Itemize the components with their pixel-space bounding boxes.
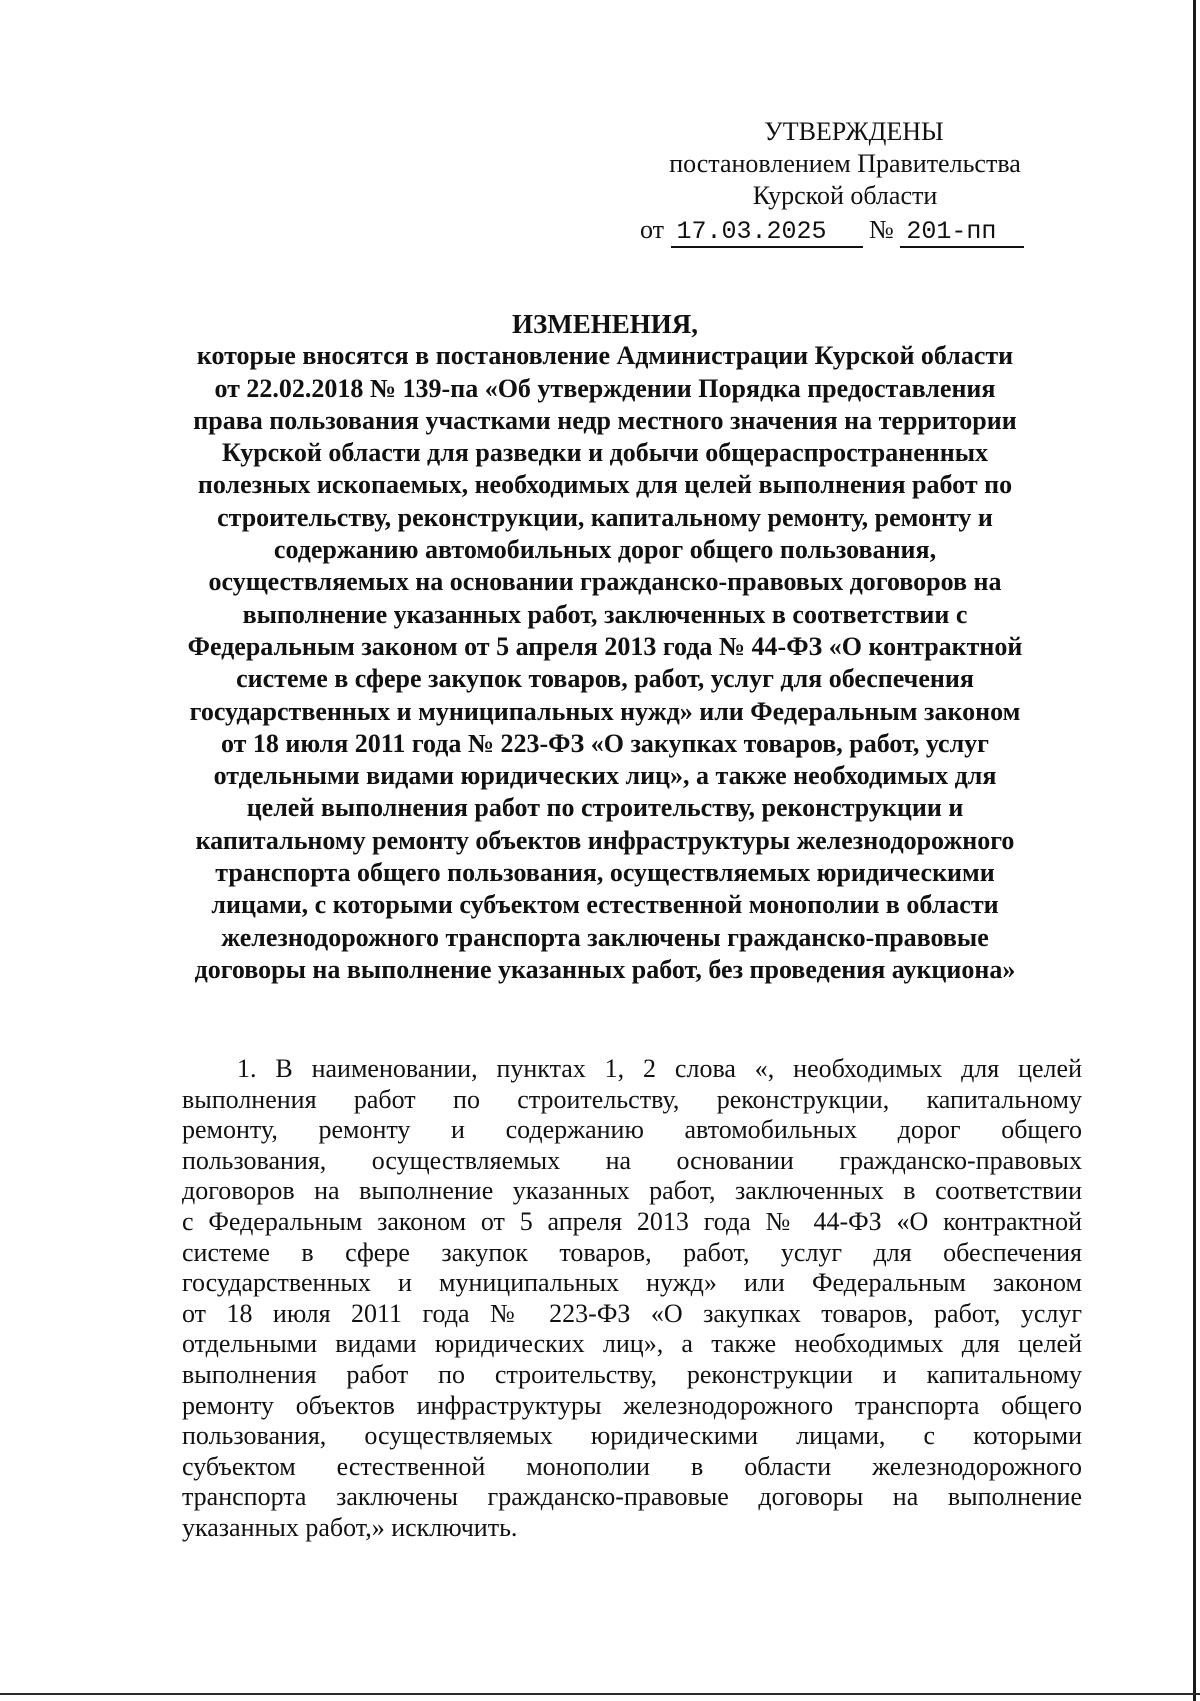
approval-line-1: постановлением Правительства	[669, 149, 1021, 178]
heading-line: государственных и муниципальных нужд» или Федеральным законом	[189, 696, 1021, 726]
body-line: отдельными видами юридических лиц», а также необходимых для целей	[182, 1329, 1082, 1359]
number-sign: №	[869, 215, 894, 244]
heading-line: железнодорожного транспорта заключены гражданско-правовые	[221, 922, 989, 952]
heading-title: ИЗМЕНЕНИЯ,	[511, 309, 698, 339]
body-line: пользования, осуществляемых на основании гражданско-правовых	[182, 1145, 1082, 1175]
body-line: государственных и муниципальных нужд» или Федеральным законом	[182, 1268, 1082, 1298]
heading-line: Курской области для разведки и добычи общераспространенных	[222, 438, 988, 468]
approval-date-value: 17.03.2025	[671, 218, 863, 248]
document-heading	[150, 308, 1060, 986]
page-edge-bottom	[0, 1693, 1200, 1695]
heading-subtitle	[150, 340, 1060, 986]
body-line: системе в сфере закупок товаров, работ, услуг для обеспечения	[182, 1237, 1082, 1267]
heading-line: строительству, реконструкции, капитальному ремонту, ремонту и	[217, 502, 993, 532]
heading-line: от 18 июля 2011 года № 223-ФЗ «О закупках товаров, работ, услуг	[220, 728, 989, 758]
heading-line: от 22.02.2018 № 139-па «Об утверждении Порядка предоставления	[214, 373, 996, 403]
heading-line: транспорта общего пользования, осуществляемых юридическими	[215, 858, 995, 888]
heading-line: системе в сфере закупок товаров, работ, услуг для обеспечения	[236, 664, 974, 694]
body-line: указанных работ,» исключить.	[182, 1512, 518, 1542]
body-line: от 18 июля 2011 года № 223-ФЗ «О закупках товаров, работ, услуг	[182, 1298, 1082, 1328]
body-line: с Федеральным законом от 5 апреля 2013 года № 44-ФЗ «О контрактной	[182, 1206, 1082, 1236]
body-line: ремонту, ремонту и содержанию автомобильных дорог общего	[182, 1115, 1082, 1145]
heading-line: выполнение указанных работ, заключенных в соответствии с	[242, 599, 968, 629]
page-edge-right	[1193, 0, 1196, 1701]
body-line: субъектом естественной монополии в области железнодорожного	[182, 1451, 1082, 1481]
body-line: пользования, осуществляемых юридическими лицами, с которыми	[182, 1421, 1082, 1451]
body-line: договоров на выполнение указанных работ, заключенных в соответствии	[182, 1176, 1082, 1206]
body-line: выполнения работ по строительству, реконструкции и капитальному	[182, 1359, 1082, 1389]
body-line: ремонту объектов инфраструктуры железнодорожного транспорта общего	[182, 1390, 1082, 1420]
body-line: 1. В наименовании, пунктах 1, 2 слова «, необходимых для целей	[237, 1054, 1082, 1083]
heading-line: права пользования участками недр местного значения на территории	[193, 405, 1017, 435]
heading-line: содержанию автомобильных дорог общего пользования,	[273, 535, 937, 565]
heading-line: капитальному ремонту объектов инфраструктуры железнодорожного	[195, 825, 1015, 855]
heading-line: осуществляемых на основании гражданско-правовых договоров на	[208, 567, 1002, 597]
approval-title: УТВЕРЖДЕНЫ	[764, 117, 944, 146]
heading-line: отдельными видами юридических лиц», а также необходимых для	[213, 761, 997, 791]
body-line: транспорта заключены гражданско-правовые договоры на выполнение	[182, 1482, 1082, 1512]
heading-line: целей выполнения работ по строительству, реконструкции и	[246, 793, 964, 823]
heading-line: полезных ископаемых, необходимых для целей выполнения работ по	[197, 470, 1013, 500]
approval-number-value: 201-пп	[900, 218, 1024, 248]
approval-stamp-block	[640, 116, 1050, 248]
heading-line: лицами, с которыми субъектом естественной монополии в области	[211, 890, 999, 920]
body-line: выполнения работ по строительству, реконструкции, капитальному	[182, 1084, 1082, 1114]
heading-line: договоры на выполнение указанных работ, без проведения аукциона»	[194, 954, 1016, 984]
heading-line: которые вносятся в постановление Администрации Курской области	[196, 341, 1014, 371]
heading-line: Федеральным законом от 5 апреля 2013 года № 44-ФЗ «О контрактной	[187, 631, 1023, 661]
date-prefix: от	[640, 215, 665, 244]
approval-date-number-line	[640, 214, 1050, 248]
document-body-paragraph	[182, 1054, 1082, 1544]
approval-line-2: Курской области	[752, 181, 938, 210]
